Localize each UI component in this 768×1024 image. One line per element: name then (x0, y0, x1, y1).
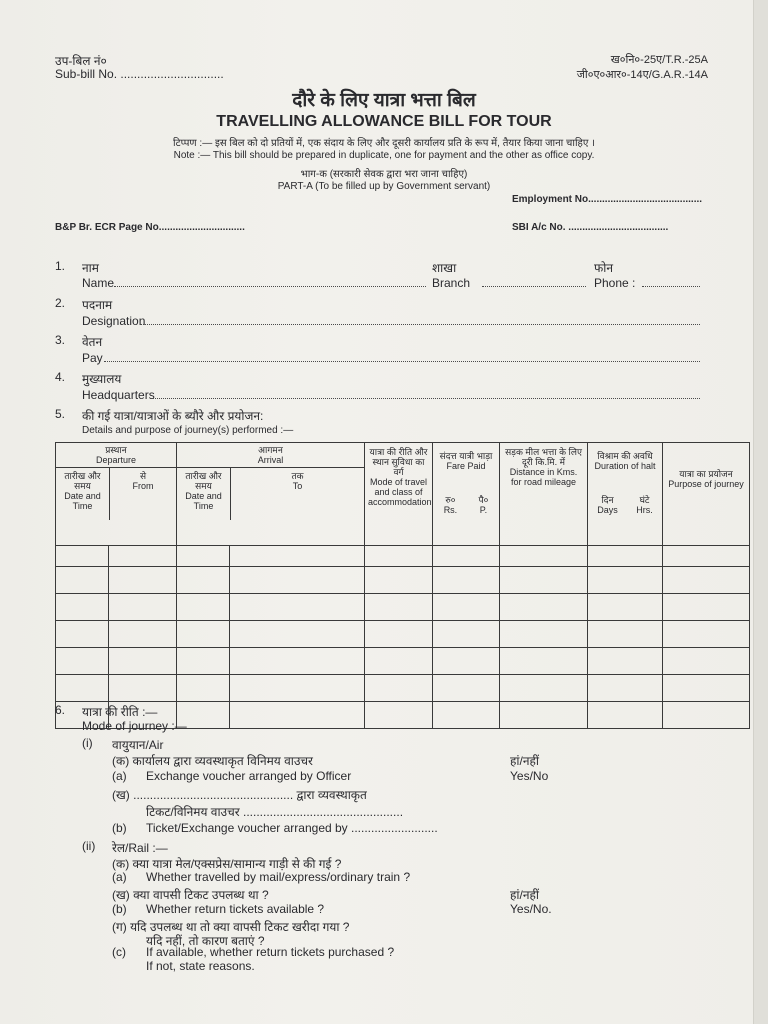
branch-label-hindi: शाखा (432, 261, 457, 275)
rail-a-hindi: (क) क्या यात्रा मेल/एक्सप्रेस/सामान्य गाड़ी से की गई ? (112, 857, 342, 871)
branch-field[interactable] (482, 276, 586, 287)
rail-label: रेल/Rail :— (112, 841, 168, 855)
mode-header (365, 443, 433, 546)
purpose-header (663, 443, 750, 546)
fare-hindi: संदत्त यात्री भाड़ा (439, 451, 493, 461)
pay-field[interactable] (104, 351, 700, 362)
halt-header (588, 443, 663, 546)
section-5-num: 5. (55, 407, 66, 421)
dep-date-time-hindi: तारीख और समय (64, 471, 101, 491)
arrival-hindi: आगमन (258, 445, 283, 455)
from-hindi: से (139, 471, 147, 481)
rail-num: (ii) (82, 839, 96, 853)
air-yesno-hindi: हां/नहीं (510, 754, 539, 768)
table-row[interactable] (56, 675, 750, 702)
road-distance-hindi: सड़क मील भत्ता के लिए दूरी कि.मि. में (505, 447, 582, 467)
rail-c-label: If available, whether return tickets purchased ? (146, 945, 395, 959)
section-6-num: 6. (55, 703, 66, 717)
to-label: To (292, 481, 303, 491)
paise-hindi: पै० (478, 495, 489, 505)
mode-hindi: यात्रा की रीति और स्थान सुविधा का वर्ग (369, 447, 428, 477)
bp-ecr-page-no: B&P Br. ECR Page No............................... (55, 222, 245, 233)
air-b-label: Ticket/Exchange voucher arranged by .......................... (146, 821, 438, 835)
departure-header (56, 443, 177, 546)
hrs-label: Hrs. (636, 505, 653, 515)
part-a-english: PART-A (To be filled up by Government servant) (277, 181, 491, 192)
rail-c-label-line2: If not, state reasons. (146, 959, 255, 973)
branch-label: Branch (432, 276, 471, 290)
rs-label: Rs. (443, 505, 458, 515)
rail-c-hindi: (ग) यदि उपलब्ध था तो क्या वापसी टिकट खरीदा गया ? (112, 920, 350, 934)
air-b-hindi-line2: टिकट/विनिमय वाउचर ................................................ (146, 805, 404, 819)
air-b-mark: (b) (112, 821, 127, 835)
field-num-3: 3. (55, 333, 66, 347)
air-label: वायुयान/Air (112, 738, 164, 752)
headquarters-field[interactable] (150, 388, 700, 399)
arr-date-time: Date and Time (185, 491, 222, 511)
to-hindi: तक (291, 471, 304, 481)
air-yesno[interactable]: Yes/No (510, 769, 549, 783)
paise-label: P. (479, 505, 488, 515)
sbi-account-no: SBI A/c No. .................................... (512, 222, 669, 233)
table-row[interactable] (56, 594, 750, 621)
name-field[interactable] (114, 276, 426, 287)
dep-date-time: Date and Time (64, 491, 101, 511)
hrs-hindi: घंटे (639, 495, 650, 505)
departure-label: Departure (95, 455, 137, 465)
table-row[interactable] (56, 648, 750, 675)
headquarters-label: Headquarters (82, 388, 155, 402)
air-a-hindi: (क) कार्यालय द्वारा व्यवस्थाकृत विनिमय वाउचर (112, 754, 313, 768)
note-english: Note :— This bill should be prepared in duplicate, one for payment and the other as office copy. (173, 150, 595, 161)
field-num-1: 1. (55, 259, 66, 273)
arr-date-time-hindi: तारीख और समय (185, 471, 222, 491)
subbill-hindi: उप-बिल नं० (55, 54, 107, 68)
title-hindi: दौरे के लिए यात्रा भत्ता बिल (292, 90, 476, 111)
part-a-hindi: भाग-क (सरकारी सेवक द्वारा भरा जाना चाहिए) (300, 169, 468, 180)
fare-label: Fare Paid (446, 461, 486, 471)
subbill-number: Sub-bill No. ............................... (55, 67, 224, 81)
section-6-title-hindi: यात्रा की रीति :— (82, 705, 158, 719)
rail-c-mark: (c) (112, 945, 126, 959)
air-b-hindi: (ख) ................................................ द्वारा व्यवस्थाकृत (112, 788, 367, 802)
arrival-header (177, 443, 365, 546)
designation-label-hindi: पदनाम (82, 298, 113, 312)
halt-hindi: विश्राम की अवधि (597, 451, 653, 461)
rail-b-mark: (b) (112, 902, 127, 916)
departure-hindi: प्रस्थान (105, 445, 127, 455)
road-distance-label: Distance in Kms. for road mileage (509, 467, 578, 487)
name-label: Name (82, 276, 115, 290)
form-code-tr: ख०नि०-25ए/T.R.-25A (610, 54, 708, 66)
pay-label-hindi: वेतन (82, 335, 103, 349)
name-label-hindi: नाम (82, 261, 99, 275)
form-code-gar: जी०ए०आर०-14ए/G.A.R.-14A (576, 69, 708, 81)
rail-a-label: Whether travelled by mail/express/ordinary train ? (146, 870, 411, 884)
air-a-label: Exchange voucher arranged by Officer (146, 769, 352, 783)
table-header-row (56, 443, 750, 546)
phone-label-hindi: फोन (594, 261, 614, 275)
air-num: (i) (82, 736, 93, 750)
section-5-title: Details and purpose of journey(s) performed :— (82, 425, 294, 436)
designation-field[interactable] (140, 314, 700, 325)
mode-label: Mode of travel and class of accommodation (368, 477, 432, 507)
rail-c-hindi-line2: यदि नहीं, तो कारण बताएं ? (146, 934, 265, 948)
journey-table (55, 442, 750, 729)
headquarters-label-hindi: मुख्यालय (82, 372, 122, 386)
note-hindi: टिप्पण :— इस बिल को दो प्रतियों में, एक संदाय के लिए और दूसरी कार्यालय प्रति के रूप में, तैयार किया जाना चाहिए । (173, 138, 595, 149)
table-row[interactable] (56, 621, 750, 648)
phone-field[interactable] (642, 276, 700, 287)
pay-label: Pay (82, 351, 103, 365)
rail-b-hindi: (ख) क्या वापसी टिकट उपलब्ध था ? (112, 888, 269, 902)
road-distance-header (500, 443, 588, 546)
designation-label: Designation (82, 314, 146, 328)
air-a-mark: (a) (112, 769, 127, 783)
section-6-title: Mode of journey :— (82, 719, 187, 733)
days-hindi: दिन (601, 495, 614, 505)
from-label: From (132, 481, 154, 491)
rail-a-mark: (a) (112, 870, 127, 884)
page-title: TRAVELLING ALLOWANCE BILL FOR TOUR (216, 113, 552, 130)
section-5-title-hindi: की गई यात्रा/यात्राओं के ब्यौरे और प्रयोजन: (82, 409, 264, 423)
days-label: Days (597, 505, 618, 515)
table-row[interactable] (56, 546, 750, 567)
arrival-label: Arrival (257, 455, 284, 465)
field-num-2: 2. (55, 296, 66, 310)
purpose-hindi: यात्रा का प्रयोजन (679, 469, 733, 479)
halt-label: Duration of halt (594, 461, 656, 471)
table-row[interactable] (56, 567, 750, 594)
rail-b-label: Whether return tickets available ? (146, 902, 325, 916)
rs-hindi: रु० (445, 495, 456, 505)
fare-header (433, 443, 500, 546)
rail-yesno-hindi: हां/नहीं (510, 888, 539, 902)
phone-label: Phone : (594, 276, 636, 290)
rail-yesno[interactable]: Yes/No. (510, 902, 552, 916)
purpose-label: Purpose of journey (668, 479, 744, 489)
field-num-4: 4. (55, 370, 66, 384)
employment-no: Employment No......................................... (512, 194, 703, 205)
